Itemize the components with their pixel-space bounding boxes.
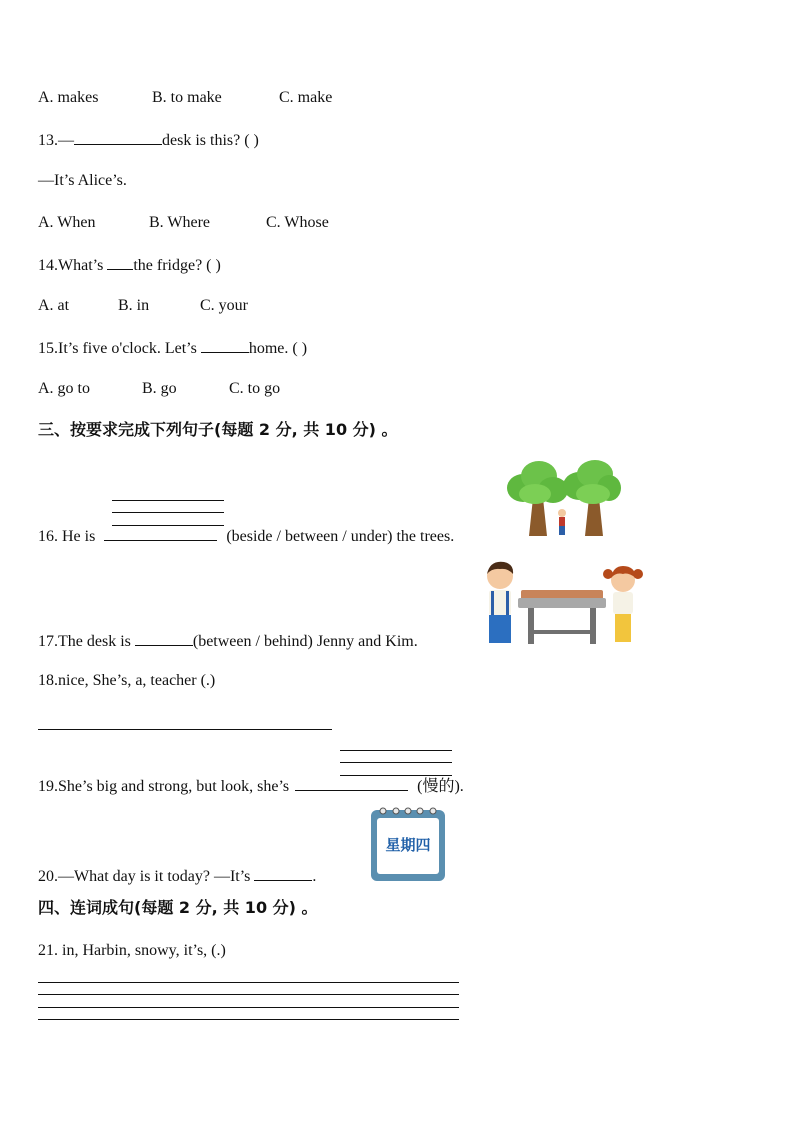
option-c: C. your — [200, 297, 248, 314]
calendar-day-label: 星期四 — [385, 836, 431, 854]
question-16 — [38, 526, 454, 547]
trees-illustration — [505, 458, 621, 540]
question-text-start: 15.It’s five o'clock. Let’s — [38, 340, 197, 357]
answer-blank[interactable] — [254, 866, 312, 881]
q12-options — [38, 88, 332, 108]
question-text-end: (慢的). — [417, 778, 464, 795]
question-text: desk is this? ( ) — [162, 132, 259, 149]
question-21: 21. in, Harbin, snowy, it’s, (.) — [38, 942, 226, 959]
answer-line[interactable] — [112, 512, 224, 513]
question-text-start: 19.She’s big and strong, but look, she’s — [38, 778, 290, 795]
desk-kids-picture — [478, 558, 648, 648]
answer-blank[interactable] — [295, 776, 408, 791]
answer-line[interactable] — [38, 729, 332, 730]
question-15 — [38, 338, 307, 359]
answer-line[interactable] — [340, 762, 452, 763]
q15-options — [38, 379, 280, 399]
question-17 — [38, 631, 418, 652]
question-text-end: home. ( ) — [248, 340, 308, 357]
question-number: 13.— — [38, 132, 74, 149]
option-c: C. to go — [229, 380, 281, 397]
question-text-start: 16. He is — [38, 528, 96, 545]
q13-options — [38, 213, 329, 233]
option-a: A. go to — [38, 380, 90, 397]
option-b: B. in — [118, 297, 150, 314]
answer-line[interactable] — [38, 1007, 459, 1008]
q14-options — [38, 296, 248, 316]
question-20 — [38, 866, 316, 887]
question-text-end: the fridge? ( ) — [133, 257, 221, 274]
answer-blank[interactable] — [74, 130, 162, 145]
answer-line[interactable] — [38, 1019, 459, 1020]
desk-between-kids-illustration — [478, 558, 648, 648]
question-text-end: (beside / between / under) the trees. — [226, 528, 455, 545]
option-b: B. to make — [152, 89, 222, 106]
question-text-end: (between / behind) Jenny and Kim. — [192, 633, 418, 650]
question-text-start: 17.The desk is — [38, 633, 131, 650]
option-a: A. at — [38, 297, 70, 314]
answer-line[interactable] — [112, 500, 224, 501]
q13-answer-line: —It’s Alice’s. — [38, 172, 127, 189]
option-c: C. Whose — [266, 214, 329, 231]
answer-line[interactable] — [38, 994, 459, 995]
section-3-heading: 三、按要求完成下列句子(每题 2 分, 共 10 分) 。 — [38, 420, 398, 439]
option-a: A. When — [38, 214, 96, 231]
question-13 — [38, 130, 259, 151]
answer-line[interactable] — [38, 982, 459, 983]
option-a: A. makes — [38, 89, 99, 106]
option-c: C. make — [279, 89, 333, 106]
section-4-heading: 四、连词成句(每题 2 分, 共 10 分) 。 — [38, 898, 318, 917]
option-b: B. Where — [149, 214, 211, 231]
answer-blank[interactable] — [201, 338, 249, 353]
calendar-picture — [370, 804, 446, 882]
answer-line[interactable] — [340, 750, 452, 751]
question-18: 18.nice, She’s, a, teacher (.) — [38, 672, 216, 689]
question-text-start: 14.What’s — [38, 257, 104, 274]
question-19 — [38, 776, 464, 797]
question-14 — [38, 255, 221, 276]
answer-blank[interactable] — [104, 526, 217, 541]
question-text-start: 20.—What day is it today? —It’s — [38, 868, 251, 885]
option-b: B. go — [142, 380, 177, 397]
answer-blank[interactable] — [107, 255, 133, 270]
trees-boy-picture — [505, 458, 621, 540]
answer-blank[interactable] — [135, 631, 193, 646]
question-text-end: . — [312, 868, 317, 885]
